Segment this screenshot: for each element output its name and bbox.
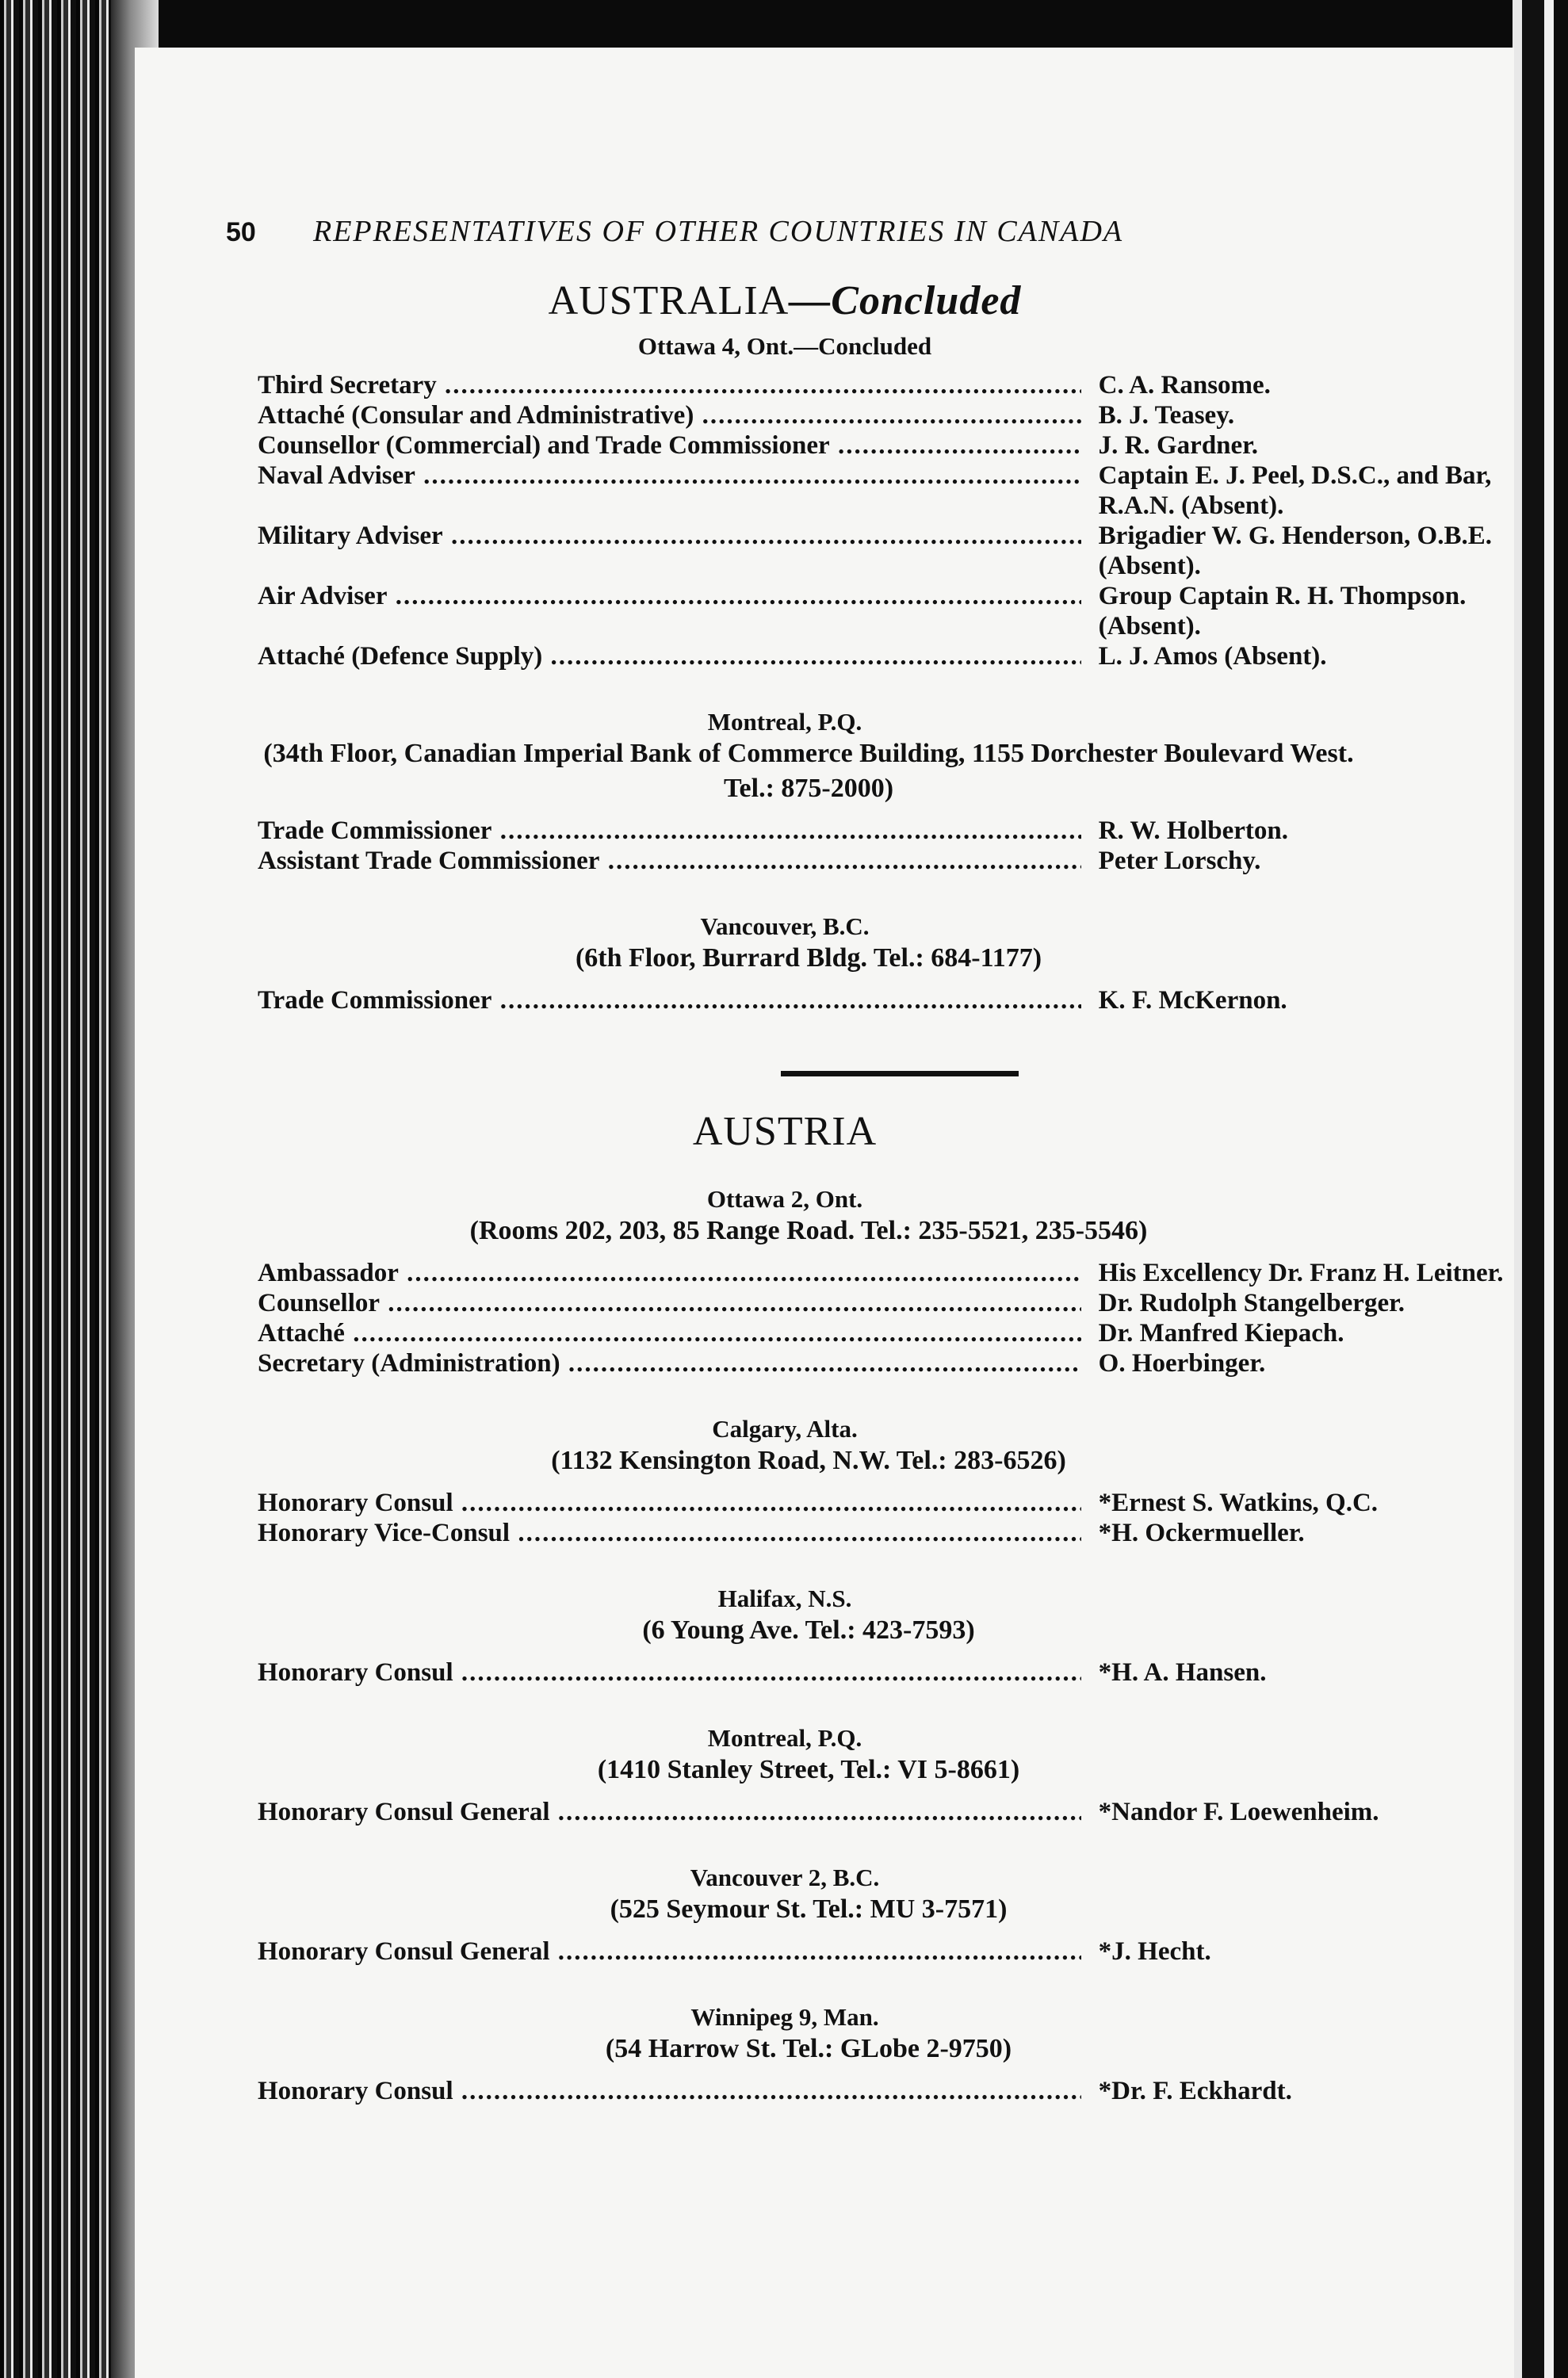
list-item (258, 641, 1518, 671)
list-item (258, 1258, 1518, 1288)
list-item (258, 846, 1518, 876)
entries-list (258, 816, 1518, 876)
position-title: Attaché ..... (258, 1318, 1081, 1348)
representative-name: *Nandor F. Loewenheim. (1098, 1798, 1379, 1826)
office-city: Calgary, Alta. (712, 1415, 858, 1443)
office-address: (Rooms 202, 203, 85 Range Road. Tel.: 235-5521, 235-5546) (469, 1216, 1148, 1245)
office-city: Vancouver 2, B.C. (690, 1864, 880, 1891)
position-title: Secretary (Administration) ..... (258, 1348, 1081, 1378)
section-australia (258, 277, 1518, 2106)
position-title: Third Secretary ..... (258, 370, 1081, 400)
representative-name: *Ernest S. Watkins, Q.C. (1098, 1489, 1379, 1517)
page-number: 50 (226, 217, 256, 247)
list-item (258, 1348, 1518, 1378)
representative-name: O. Hoerbinger. (1098, 1349, 1266, 1378)
position-title: Ambassador ..... (258, 1258, 1081, 1288)
position-title: Counsellor ..... (258, 1288, 1081, 1318)
scan-right-edge (1513, 0, 1568, 2378)
representative-name: C. A. Ransome. (1098, 371, 1271, 400)
list-item (258, 430, 1518, 461)
position-title: Trade Commissioner ..... (258, 985, 1081, 1015)
list-item (258, 2076, 1518, 2106)
position-title: Naval Adviser ..... (258, 461, 1081, 491)
office-city: Montreal, P.Q. (707, 708, 862, 736)
representative-name: Group Captain R. H. Thompson. (Absent). (1098, 582, 1467, 640)
office-city: Ottawa 2, Ont. (706, 1185, 863, 1213)
office-address: (6th Floor, Burrard Bldg. Tel.: 684-1177) (575, 943, 1042, 973)
country-heading: AUSTRIA (692, 1109, 878, 1154)
list-item (258, 1518, 1518, 1548)
representative-name: *H. A. Hansen. (1098, 1658, 1267, 1687)
representative-name: *J. Hecht. (1098, 1937, 1211, 1966)
position-title: Honorary Consul ..... (258, 2076, 1081, 2106)
position-title: Military Adviser ..... (258, 521, 1081, 551)
representative-name: *Dr. F. Eckhardt. (1098, 2077, 1292, 2105)
entries-list (258, 985, 1518, 1015)
position-title: Honorary Consul General ..... (258, 1797, 1081, 1827)
office-city: Winnipeg 9, Man. (690, 2003, 879, 2031)
scan-binding-edge (0, 0, 111, 2378)
list-item (258, 816, 1518, 846)
section-austria (258, 1108, 1518, 2106)
position-title: Counsellor (Commercial) and Trade Commissioner ..... (258, 430, 1081, 461)
list-item (258, 1936, 1518, 1967)
list-item (258, 461, 1518, 521)
office-address: (1410 Stanley Street, Tel.: VI 5-8661) (597, 1755, 1020, 1784)
representative-name: R. W. Holberton. (1098, 816, 1288, 845)
representative-name: Peter Lorschy. (1098, 847, 1261, 875)
list-item (258, 521, 1518, 581)
representative-name: Brigadier W. G. Henderson, O.B.E. (Absent). (1098, 522, 1492, 580)
office-address: (54 Harrow St. Tel.: GLobe 2-9750) (605, 2034, 1012, 2063)
list-item (258, 1657, 1518, 1688)
list-item (258, 1797, 1518, 1827)
entries-list (258, 1797, 1518, 1827)
running-head (226, 214, 1352, 249)
entries-list (258, 2076, 1518, 2106)
office-address: (34th Floor, Canadian Imperial Bank of Commerce Building, 1155 Dorchester Boulevard West. Tel.: 875-2000) (263, 739, 1354, 803)
position-title: Honorary Consul ..... (258, 1657, 1081, 1688)
representative-name: Dr. Manfred Kiepach. (1098, 1319, 1344, 1348)
position-title: Honorary Consul General ..... (258, 1936, 1081, 1967)
position-title: Air Adviser ..... (258, 581, 1081, 611)
office-address: (6 Young Ave. Tel.: 423-7593) (642, 1615, 975, 1645)
position-title: Honorary Vice-Consul ..... (258, 1518, 1081, 1548)
office-address: (1132 Kensington Road, N.W. Tel.: 283-6526) (551, 1446, 1066, 1475)
document-page (135, 48, 1514, 2378)
section-divider (781, 1071, 1019, 1076)
list-item (258, 1318, 1518, 1348)
representative-name: *H. Ockermueller. (1098, 1519, 1305, 1547)
entries-list (258, 1936, 1518, 1967)
representative-name: K. F. McKernon. (1098, 986, 1287, 1015)
office-city: Ottawa 4, Ont.—Concluded (637, 332, 932, 360)
office-address: (525 Seymour St. Tel.: MU 3-7571) (610, 1894, 1008, 1924)
representative-name: Dr. Rudolph Stangelberger. (1098, 1289, 1405, 1317)
list-item (258, 1288, 1518, 1318)
list-item (258, 985, 1518, 1015)
list-item (258, 370, 1518, 400)
representative-name: B. J. Teasey. (1098, 401, 1235, 430)
entries-list (258, 1488, 1518, 1548)
list-item (258, 400, 1518, 430)
country-heading: AUSTRALIA—Concluded (548, 278, 1022, 323)
position-title: Trade Commissioner ..... (258, 816, 1081, 846)
representative-name: L. J. Amos (Absent). (1098, 642, 1327, 671)
entries-list (258, 370, 1518, 671)
position-title: Attaché (Consular and Administrative) ..... (258, 400, 1081, 430)
country-heading-suffix: —Concluded (789, 278, 1022, 323)
list-item (258, 581, 1518, 641)
entries-list (258, 1657, 1518, 1688)
position-title: Attaché (Defence Supply) ..... (258, 641, 1081, 671)
office-city: Montreal, P.Q. (707, 1724, 862, 1752)
running-title: REPRESENTATIVES OF OTHER COUNTRIES IN CANADA (313, 215, 1124, 248)
representative-name: Captain E. J. Peel, D.S.C., and Bar, R.A.N. (Absent). (1098, 461, 1492, 520)
office-city: Vancouver, B.C. (700, 912, 870, 940)
representative-name: J. R. Gardner. (1098, 431, 1259, 460)
office-city: Halifax, N.S. (717, 1585, 852, 1612)
list-item (258, 1488, 1518, 1518)
position-title: Assistant Trade Commissioner ..... (258, 846, 1081, 876)
entries-list (258, 1258, 1518, 1378)
representative-name: His Excellency Dr. Franz H. Leitner. (1098, 1259, 1504, 1287)
position-title: Honorary Consul ..... (258, 1488, 1081, 1518)
